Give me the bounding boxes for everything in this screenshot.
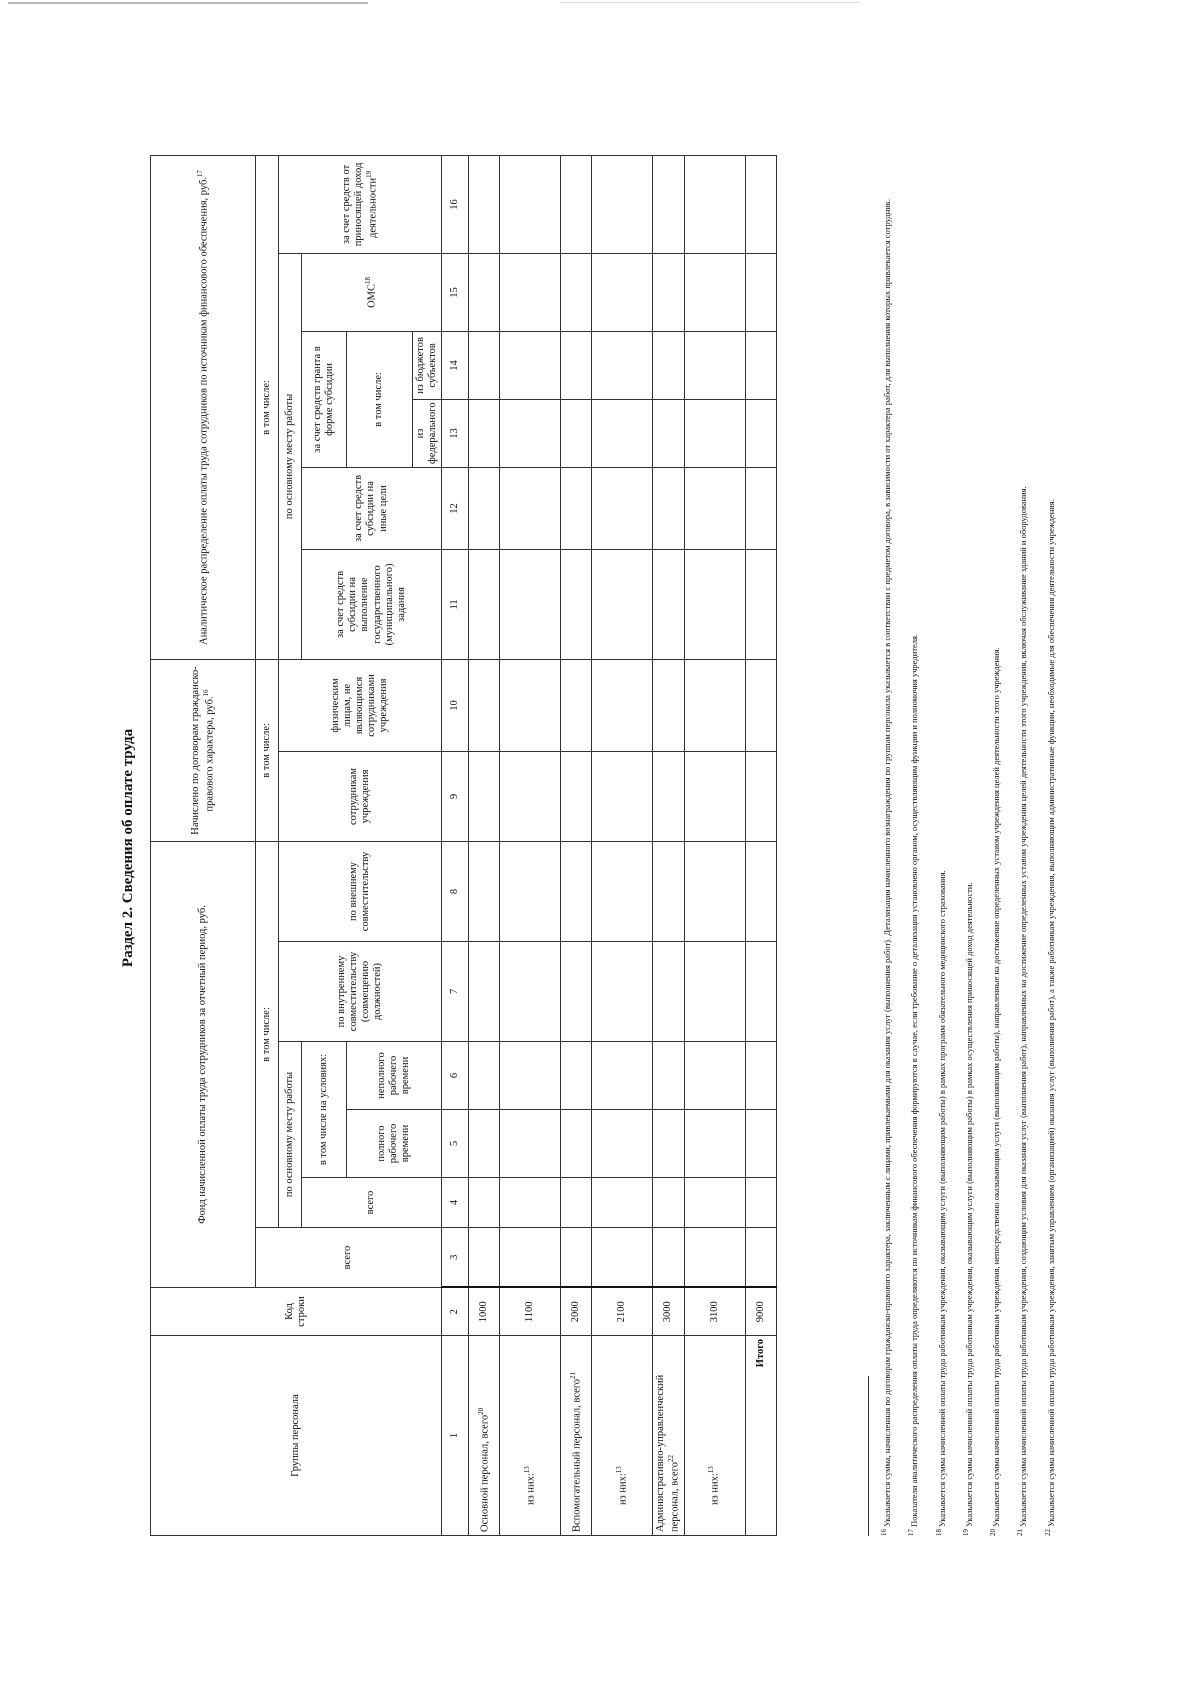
data-cell[interactable] <box>653 467 685 549</box>
header-regional: из бюджетов субъектов <box>412 331 441 399</box>
header-main-job: по основному месту работы <box>279 1042 302 1228</box>
data-cell[interactable] <box>500 467 561 549</box>
data-cell[interactable] <box>653 751 685 841</box>
header-gph: Начислено по договорам гражданско-правового характера, руб.$^{16}$ <box>151 659 256 841</box>
data-cell[interactable] <box>500 1228 561 1288</box>
footnotes <box>880 136 1071 1536</box>
data-cell[interactable] <box>500 253 561 331</box>
data-cell[interactable] <box>469 942 500 1042</box>
data-cell[interactable] <box>684 751 745 841</box>
data-cell[interactable] <box>745 659 776 751</box>
header-code: Код строки <box>151 1288 442 1336</box>
header-oms: ОМС$^{18}$ <box>302 253 442 331</box>
data-cell[interactable] <box>684 659 745 751</box>
data-cell[interactable] <box>500 1110 561 1178</box>
header-grant: за счет средств гранта в форме субсидии <box>302 331 347 467</box>
footnote: $^{16}$ Указывается сумма, начисленная по договорам гражданско-правового характера, заключенным с лицами, привлекаемыми для оказания услуг (выполнения работ). Детализация начисленного вознаграждения по группам персонала указывается в соответствии с предметом договора, в зависимости от характера работ, для выполнения которых привлекается сотрудник. <box>880 198 892 1536</box>
data-cell[interactable] <box>684 1110 745 1178</box>
data-cell[interactable] <box>684 1228 745 1288</box>
header-analytic: Аналитическое распределение оплаты труда сотрудников по источникам финансового обеспечения, руб.$^{17}$ <box>151 155 256 659</box>
header-fund: Фонд начисленной оплаты труда сотрудников за отчетный период, руб. <box>151 841 256 1287</box>
column-number: 12 <box>442 467 469 549</box>
data-cell[interactable] <box>561 1042 592 1110</box>
row-label: Итого <box>745 1336 776 1536</box>
data-cell[interactable] <box>469 1228 500 1288</box>
header-subsidy-other: за счет средств субсидии на иные цели <box>302 467 442 549</box>
data-cell[interactable] <box>592 1110 653 1178</box>
section-title: Раздел 2. Сведения об оплате труда <box>120 728 136 968</box>
data-cell[interactable] <box>561 1228 592 1288</box>
column-number: 16 <box>442 155 469 253</box>
data-cell[interactable] <box>592 1042 653 1110</box>
data-cell[interactable] <box>500 1178 561 1228</box>
table-row <box>500 155 561 1535</box>
data-cell[interactable] <box>592 549 653 659</box>
column-number-row <box>442 155 469 1535</box>
data-cell[interactable] <box>561 331 592 399</box>
data-cell[interactable] <box>592 841 653 941</box>
data-cell[interactable] <box>469 399 500 467</box>
column-number: 3 <box>442 1228 469 1288</box>
data-cell[interactable] <box>592 467 653 549</box>
row-code: 1100 <box>500 1288 561 1336</box>
data-cell[interactable] <box>469 467 500 549</box>
data-cell[interactable] <box>561 751 592 841</box>
data-cell[interactable] <box>500 399 561 467</box>
header-external: по внешнему совместительству <box>279 841 442 941</box>
data-cell[interactable] <box>469 1042 500 1110</box>
header-federal: из федерального <box>412 399 441 467</box>
data-cell[interactable] <box>592 253 653 331</box>
row-label: из них:$^{13}$ <box>500 1336 561 1536</box>
column-number: 5 <box>442 1110 469 1178</box>
row-label: Административно-управленческий персонал, всего$^{22}$ <box>653 1336 685 1536</box>
table-body <box>469 155 777 1535</box>
row-label: Основной персонал, всего$^{20}$ <box>469 1336 500 1536</box>
table-row <box>745 155 776 1535</box>
column-number: 4 <box>442 1178 469 1228</box>
row-code: 2100 <box>592 1288 653 1336</box>
data-cell[interactable] <box>745 942 776 1042</box>
data-cell[interactable] <box>469 253 500 331</box>
table-row <box>561 155 592 1535</box>
data-cell[interactable] <box>653 841 685 941</box>
data-cell[interactable] <box>684 467 745 549</box>
data-cell[interactable] <box>684 841 745 941</box>
data-cell[interactable] <box>745 253 776 331</box>
data-cell[interactable] <box>745 841 776 941</box>
data-cell[interactable] <box>500 751 561 841</box>
header-individuals: физическим лицам, не являющимся сотрудниками учреждения <box>279 659 442 751</box>
data-cell[interactable] <box>561 155 592 253</box>
data-cell[interactable] <box>684 331 745 399</box>
data-cell[interactable] <box>561 467 592 549</box>
data-cell[interactable] <box>592 1178 653 1228</box>
data-cell[interactable] <box>684 155 745 253</box>
table-row <box>469 155 500 1535</box>
header-internal: по внутреннему совместительству (совмещению должностей) <box>279 942 442 1042</box>
data-cell[interactable] <box>500 331 561 399</box>
data-cell[interactable] <box>684 549 745 659</box>
data-cell[interactable] <box>653 399 685 467</box>
data-cell[interactable] <box>745 549 776 659</box>
column-number: 2 <box>442 1288 469 1336</box>
header-subsidy-task: за счет средств субсидии на выполнение государственного (муниципального) задания <box>302 549 442 659</box>
data-cell[interactable] <box>500 659 561 751</box>
footnote: $^{18}$ Указывается сумма начисленной оплаты труда работникам учреждения, оказывающим услуги (выполняющим работы) в рамках программ обязательного медицинского страхования. <box>934 870 947 1536</box>
data-cell[interactable] <box>745 751 776 841</box>
footnote: $^{22}$ Указывается сумма начисленной оплаты труда работникам учреждения, занятым управлением (организацией) оказания услуг (выполнения работ), а также работникам учреждения, выполняющим административные функции, необходимые для обеспечения деятельности учреждения. <box>1043 499 1056 1536</box>
data-cell[interactable] <box>469 1178 500 1228</box>
data-cell[interactable] <box>745 155 776 253</box>
data-cell[interactable] <box>469 549 500 659</box>
data-cell[interactable] <box>684 942 745 1042</box>
data-cell[interactable] <box>561 659 592 751</box>
data-cell[interactable] <box>684 399 745 467</box>
data-cell[interactable] <box>592 399 653 467</box>
data-cell[interactable] <box>561 399 592 467</box>
header-incl: в том числе: <box>256 155 279 659</box>
data-cell[interactable] <box>469 1110 500 1178</box>
column-number: 7 <box>442 942 469 1042</box>
data-cell[interactable] <box>653 155 685 253</box>
salary-table <box>150 155 777 1536</box>
data-cell[interactable] <box>500 549 561 659</box>
data-cell[interactable] <box>561 253 592 331</box>
column-number: 6 <box>442 1042 469 1110</box>
data-cell[interactable] <box>745 331 776 399</box>
data-cell[interactable] <box>653 253 685 331</box>
data-cell[interactable] <box>653 1042 685 1110</box>
column-number: 9 <box>442 751 469 841</box>
column-number: 8 <box>442 841 469 941</box>
data-cell[interactable] <box>561 942 592 1042</box>
data-cell[interactable] <box>745 399 776 467</box>
row-code: 1000 <box>469 1288 500 1336</box>
data-cell[interactable] <box>592 659 653 751</box>
data-cell[interactable] <box>653 549 685 659</box>
footnote: $^{19}$ Указывается сумма начисленной оплаты труда работникам учреждения, оказывающим услуги (выполняющим работы) в рамках осуществления приносящей доход деятельности. <box>961 882 974 1536</box>
table-row <box>653 155 685 1535</box>
data-cell[interactable] <box>653 659 685 751</box>
data-cell[interactable] <box>469 331 500 399</box>
data-cell[interactable] <box>653 1228 685 1288</box>
header-incl: в том числе: <box>256 659 279 841</box>
table-row <box>592 155 653 1535</box>
data-cell[interactable] <box>684 1042 745 1110</box>
header-incl2: в том числе: <box>347 331 413 467</box>
table-row <box>684 155 745 1535</box>
header-incl: в том числе: <box>256 841 279 1227</box>
data-cell[interactable] <box>653 331 685 399</box>
data-cell[interactable] <box>500 841 561 941</box>
data-cell[interactable] <box>469 659 500 751</box>
row-code: 9000 <box>745 1288 776 1336</box>
footnote: $^{21}$ Указывается сумма начисленной оплаты труда работникам учреждения, создающим условия для оказания услуг (выполнения работ), направленных на достижение определенных уставом учреждения целей деятельности этого учреждения, включая обслуживание зданий и оборудования. <box>1016 486 1029 1536</box>
data-cell[interactable] <box>653 1110 685 1178</box>
data-cell[interactable] <box>684 1178 745 1228</box>
data-cell[interactable] <box>469 841 500 941</box>
data-cell[interactable] <box>592 1228 653 1288</box>
data-cell[interactable] <box>653 942 685 1042</box>
column-number: 14 <box>442 331 469 399</box>
header-incl-cond: в том числе на условиях: <box>302 1042 347 1178</box>
data-cell[interactable] <box>745 467 776 549</box>
header-total: всего <box>302 1178 442 1228</box>
row-code: 2000 <box>561 1288 592 1336</box>
data-cell[interactable] <box>684 253 745 331</box>
data-cell[interactable] <box>561 841 592 941</box>
data-cell[interactable] <box>745 1042 776 1110</box>
footnote-divider <box>868 1376 869 1536</box>
data-cell[interactable] <box>592 155 653 253</box>
row-code: 3000 <box>653 1288 685 1336</box>
data-cell[interactable] <box>592 751 653 841</box>
data-cell[interactable] <box>561 549 592 659</box>
column-number: 10 <box>442 659 469 751</box>
header-main-job: по основному месту работы <box>279 253 302 659</box>
data-cell[interactable] <box>500 155 561 253</box>
row-label: из них:$^{13}$ <box>592 1336 653 1536</box>
data-cell[interactable] <box>745 1178 776 1228</box>
data-cell[interactable] <box>469 155 500 253</box>
header-income: за счет средств от приносящей доход деятельности$^{19}$ <box>279 155 442 253</box>
footnote: $^{17}$ Показатели аналитического распределения оплаты труда определяются по источникам финансового обеспечения формируются в случае, если требование о детализации установлено органом, осуществляющим функции и полномочия учредителя. <box>907 633 920 1536</box>
row-label: Вспомогательный персонал, всего$^{21}$ <box>561 1336 592 1536</box>
data-cell[interactable] <box>561 1110 592 1178</box>
column-number: 11 <box>442 549 469 659</box>
row-label: из них:$^{13}$ <box>684 1336 745 1536</box>
data-cell[interactable] <box>561 1178 592 1228</box>
header-part-time: неполного рабочего времени <box>347 1042 442 1110</box>
header-groups: Группы персонала <box>151 1336 442 1536</box>
data-cell[interactable] <box>592 942 653 1042</box>
column-number: 15 <box>442 253 469 331</box>
data-cell[interactable] <box>500 1042 561 1110</box>
footnote: $^{20}$ Указывается сумма начисленной оплаты труда работникам учреждения, непосредственно оказывающим услуги (выполняющим работы), направленные на достижение определенных уставом учреждения целей деятельности этого учреждения. <box>989 647 1002 1536</box>
data-cell[interactable] <box>745 1228 776 1288</box>
column-number: 13 <box>442 399 469 467</box>
column-number: 1 <box>442 1336 469 1536</box>
header-full-time: полного рабочего времени <box>347 1110 442 1178</box>
header-total: всего <box>256 1228 442 1288</box>
data-cell[interactable] <box>592 331 653 399</box>
data-cell[interactable] <box>653 1178 685 1228</box>
data-cell[interactable] <box>745 1110 776 1178</box>
header-employees: сотрудникам учреждения <box>279 751 442 841</box>
row-code: 3100 <box>684 1288 745 1336</box>
data-cell[interactable] <box>469 751 500 841</box>
data-cell[interactable] <box>500 942 561 1042</box>
